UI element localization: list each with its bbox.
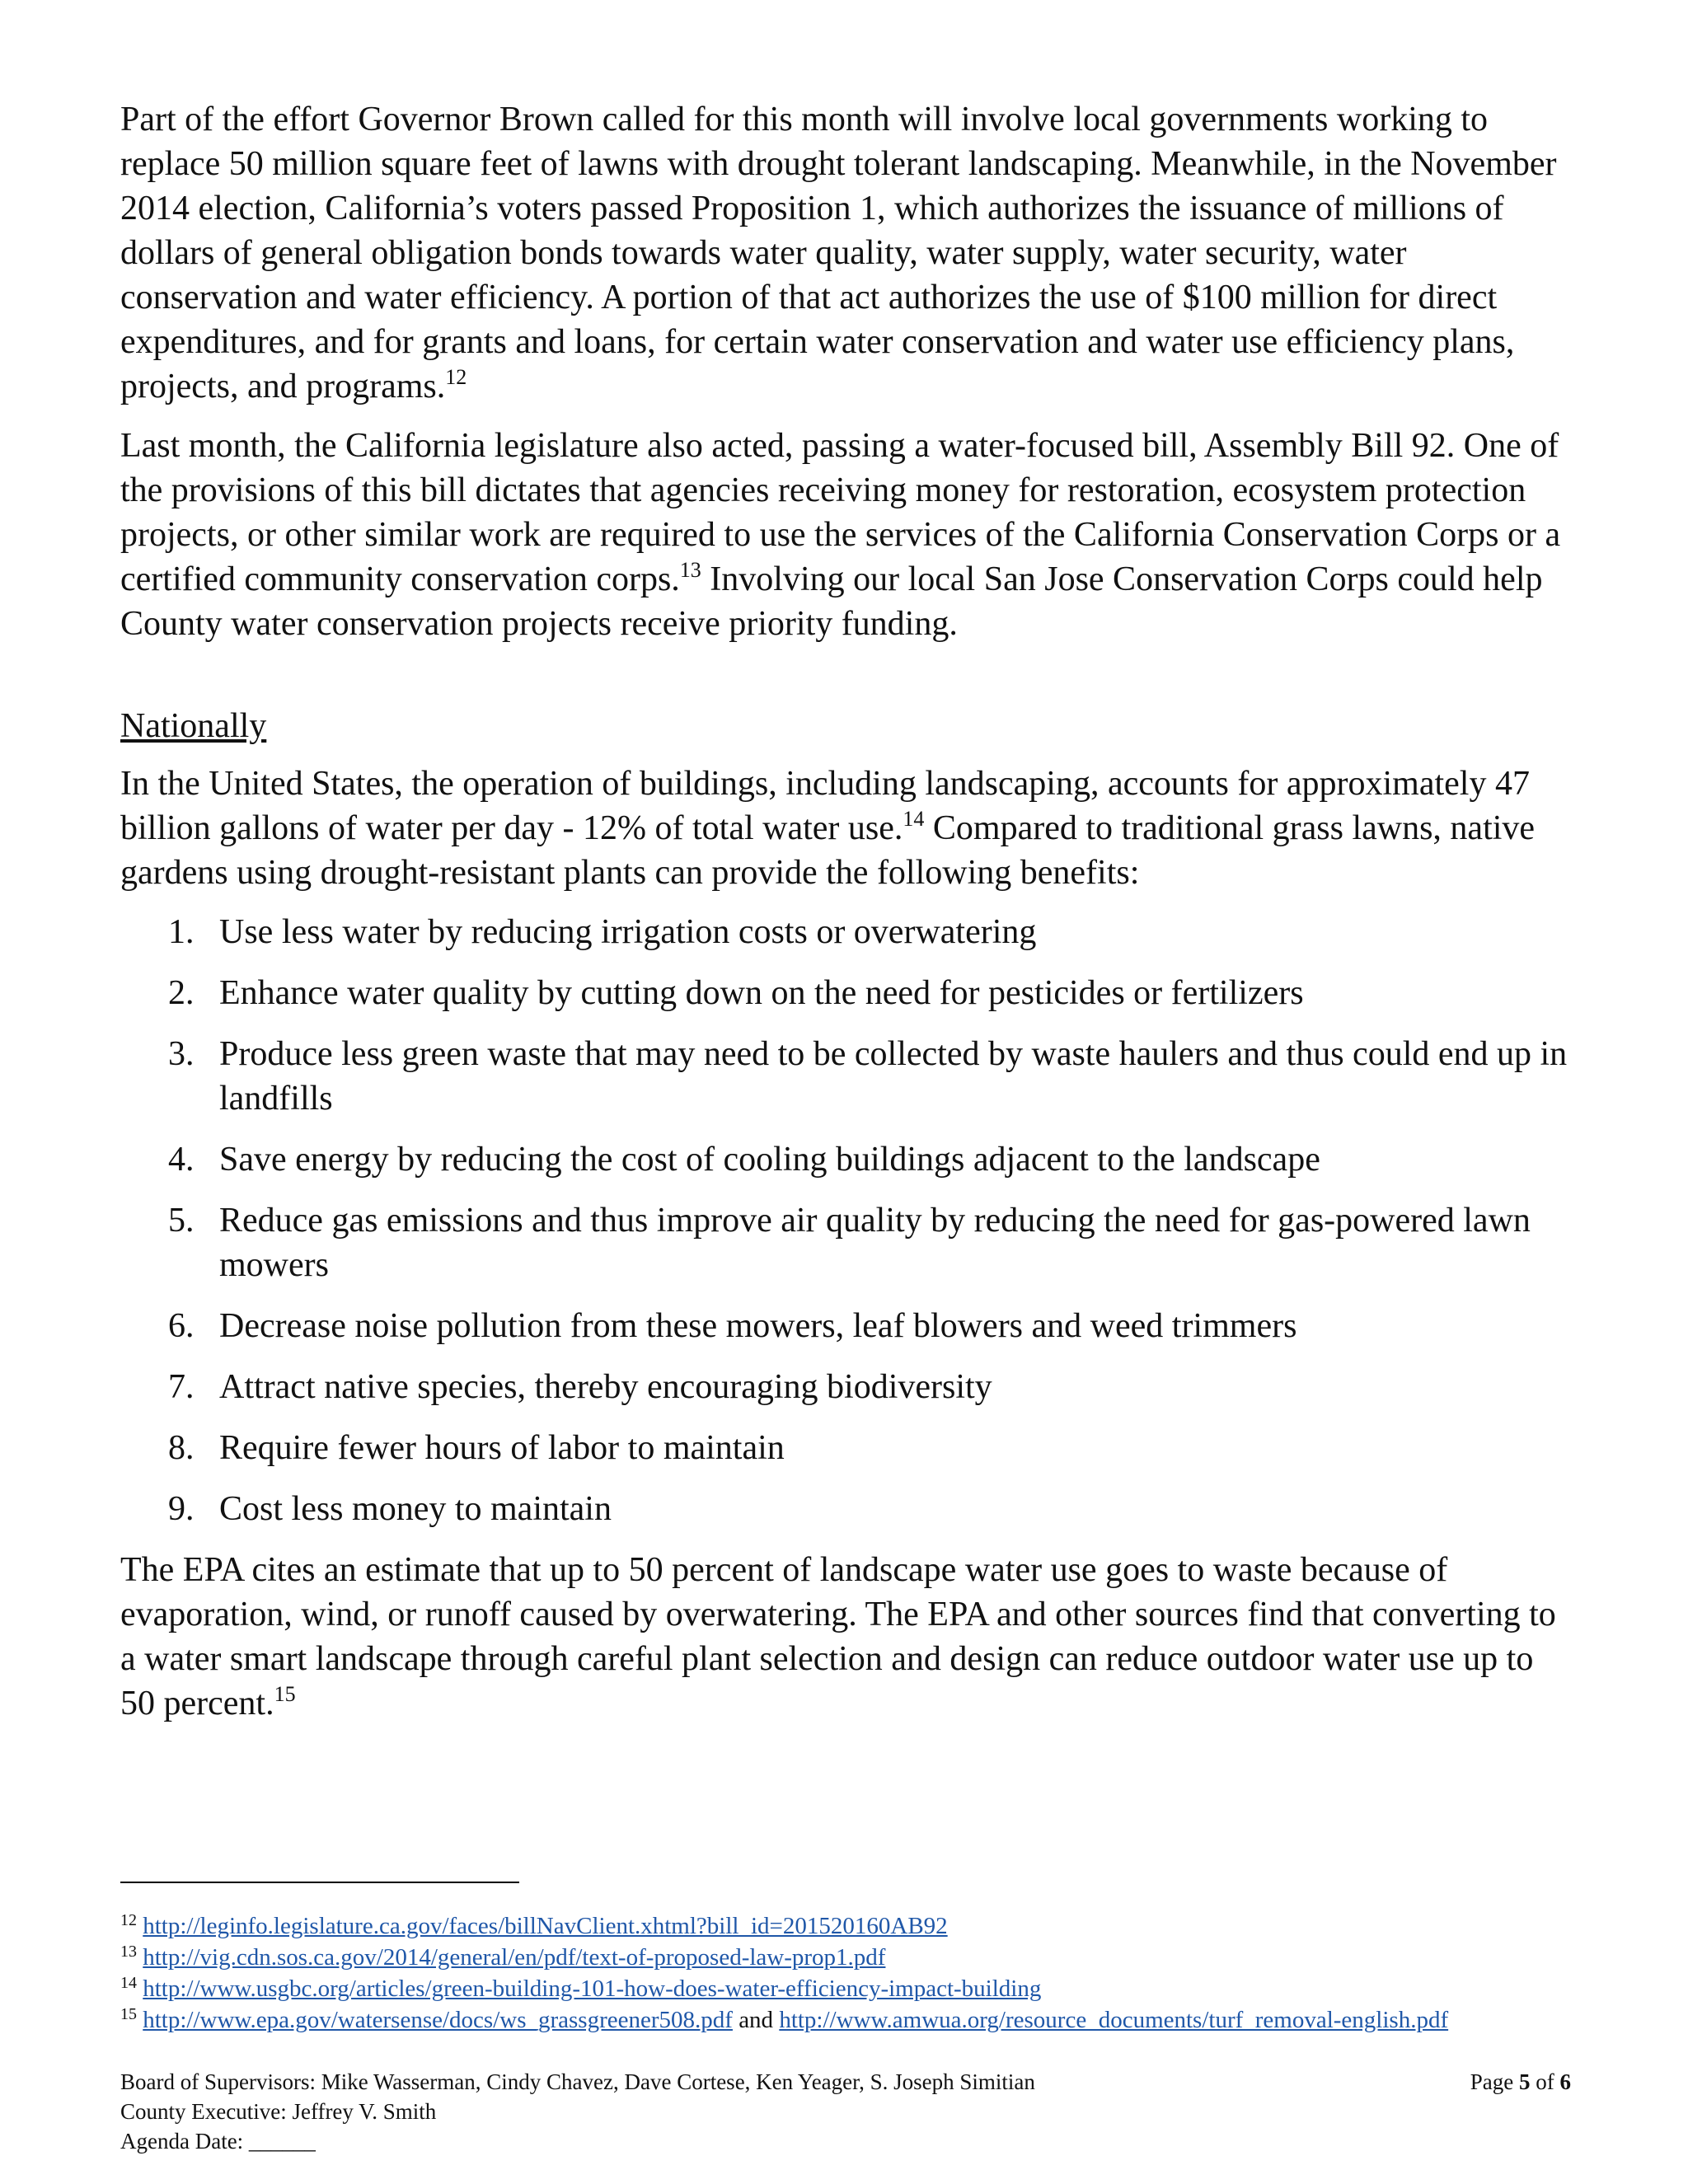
list-item: 9. Cost less money to maintain xyxy=(168,1490,612,1528)
footnote-ref-13[interactable]: 13 xyxy=(679,558,701,582)
footnote-12: $^{12}$ http://leginfo.legislature.ca.gov/faces/billNavClient.xhtml?bill_id=201520160AB92 xyxy=(120,1911,948,1939)
list-item: 7. Attract native species, thereby encouraging biodiversity xyxy=(168,1368,992,1406)
footnote-15-link-a[interactable]: http://www.epa.gov/watersense/docs/ws_grassgreener508.pdf xyxy=(143,2007,733,2033)
footnote-13: $^{13}$ http://vig.cdn.sos.ca.gov/2014/general/en/pdf/text-of-proposed-law-prop1.pdf xyxy=(120,1943,886,1971)
list-item: 8. Require fewer hours of labor to maintain xyxy=(168,1429,785,1467)
footnote-14-link[interactable]: http://www.usgbc.org/articles/green-building-101-how-does-water-efficiency-impact-building xyxy=(143,1975,1042,2002)
list-item: 5. Reduce gas emissions and thus improve air quality by reducing the need for gas-powered lawn mowers xyxy=(168,1202,1531,1284)
benefits-list xyxy=(120,910,1571,1531)
paragraph-assembly-bill-92: Last month, the California legislature also acted, passing a water-focused bill, Assembly Bill 92. One of the provisions of this bill dictates that agencies receiving money for restoration, ecosystem protection projects, or other similar work are required to use the services of the California Conservation Corps or a certified community conservation corps.$^{13}$ Involving our local San Jose Conservation Corps could help County water conservation projects receive priority funding. xyxy=(120,427,1561,643)
page-number: Page 5 of 6 xyxy=(1470,2069,1571,2094)
board-of-supervisors: Board of Supervisors: Mike Wasserman, Cindy Chavez, Dave Cortese, Ken Yeager, S. Joseph Simitian xyxy=(120,2069,1035,2094)
footnote-ref-14[interactable]: 14 xyxy=(903,807,925,831)
paragraph-epa: The EPA cites an estimate that up to 50 percent of landscape water use goes to waste because of evaporation, wind, or runoff caused by overwatering. The EPA and other sources find that converting to a water smart landscape through careful plant selection and design can reduce outdoor water use up to 50 percent.$^{15}$ xyxy=(120,1551,1556,1722)
list-item: 3. Produce less green waste that may need to be collected by waste haulers and thus could end up in landfills xyxy=(168,1035,1568,1118)
paragraph-proposition-1: Part of the effort Governor Brown called for this month will involve local governments working to replace 50 million square feet of lawns with drought tolerant landscaping. Meanwhile, in the November 2014 election, California’s voters passed Proposition 1, which authorizes the issuance of millions of dollars of general obligation bonds towards water quality, water supply, water security, water conservation and water efficiency. A portion of that act authorizes the use of $100 million for direct expenditures, and for grants and loans, for certain water conservation and water use efficiency plans, projects, and programs.$^{12}$ xyxy=(120,101,1557,405)
list-item: 6. Decrease noise pollution from these mowers, leaf blowers and weed trimmers xyxy=(168,1307,1297,1345)
county-executive: County Executive: Jeffrey V. Smith xyxy=(120,2099,437,2124)
list-item: 1. Use less water by reducing irrigation costs or overwatering xyxy=(168,913,1037,951)
section-heading-nationally: Nationally xyxy=(120,707,267,745)
footnote-ref-12[interactable]: 12 xyxy=(445,365,467,389)
page-footer xyxy=(120,2067,1571,2156)
footnote-separator xyxy=(120,1882,519,1883)
document-body xyxy=(120,97,1571,1741)
footnote-ref-15[interactable]: 15 xyxy=(274,1682,296,1706)
footnote-15-link-b[interactable]: http://www.amwua.org/resource_documents/turf_removal-english.pdf xyxy=(779,2007,1449,2033)
footnotes xyxy=(120,1910,1571,2036)
footnote-12-link[interactable]: http://leginfo.legislature.ca.gov/faces/billNavClient.xhtml?bill_id=201520160AB92 xyxy=(143,1913,948,1939)
footnote-13-link[interactable]: http://vig.cdn.sos.ca.gov/2014/general/en/pdf/text-of-proposed-law-prop1.pdf xyxy=(143,1944,886,1971)
agenda-date: Agenda Date: ______ xyxy=(120,2129,316,2154)
list-item: 2. Enhance water quality by cutting down on the need for pesticides or fertilizers xyxy=(168,974,1304,1012)
footnote-14: $^{14}$ http://www.usgbc.org/articles/green-building-101-how-does-water-efficiency-impact-building xyxy=(120,1974,1042,2002)
footnote-15: $^{15}$ http://www.epa.gov/watersense/docs/ws_grassgreener508.pdf and http://www.amwua.org/resource_documents/turf_removal-english.pdf xyxy=(120,2005,1449,2033)
list-item: 4. Save energy by reducing the cost of cooling buildings adjacent to the landscape xyxy=(168,1141,1320,1179)
paragraph-national: In the United States, the operation of buildings, including landscaping, accounts for approximately 47 billion gallons of water per day - 12% of total water use.$^{14}$ Compared to traditional grass lawns, native gardens using drought-resistant plants can provide the following benefits: xyxy=(120,765,1536,892)
